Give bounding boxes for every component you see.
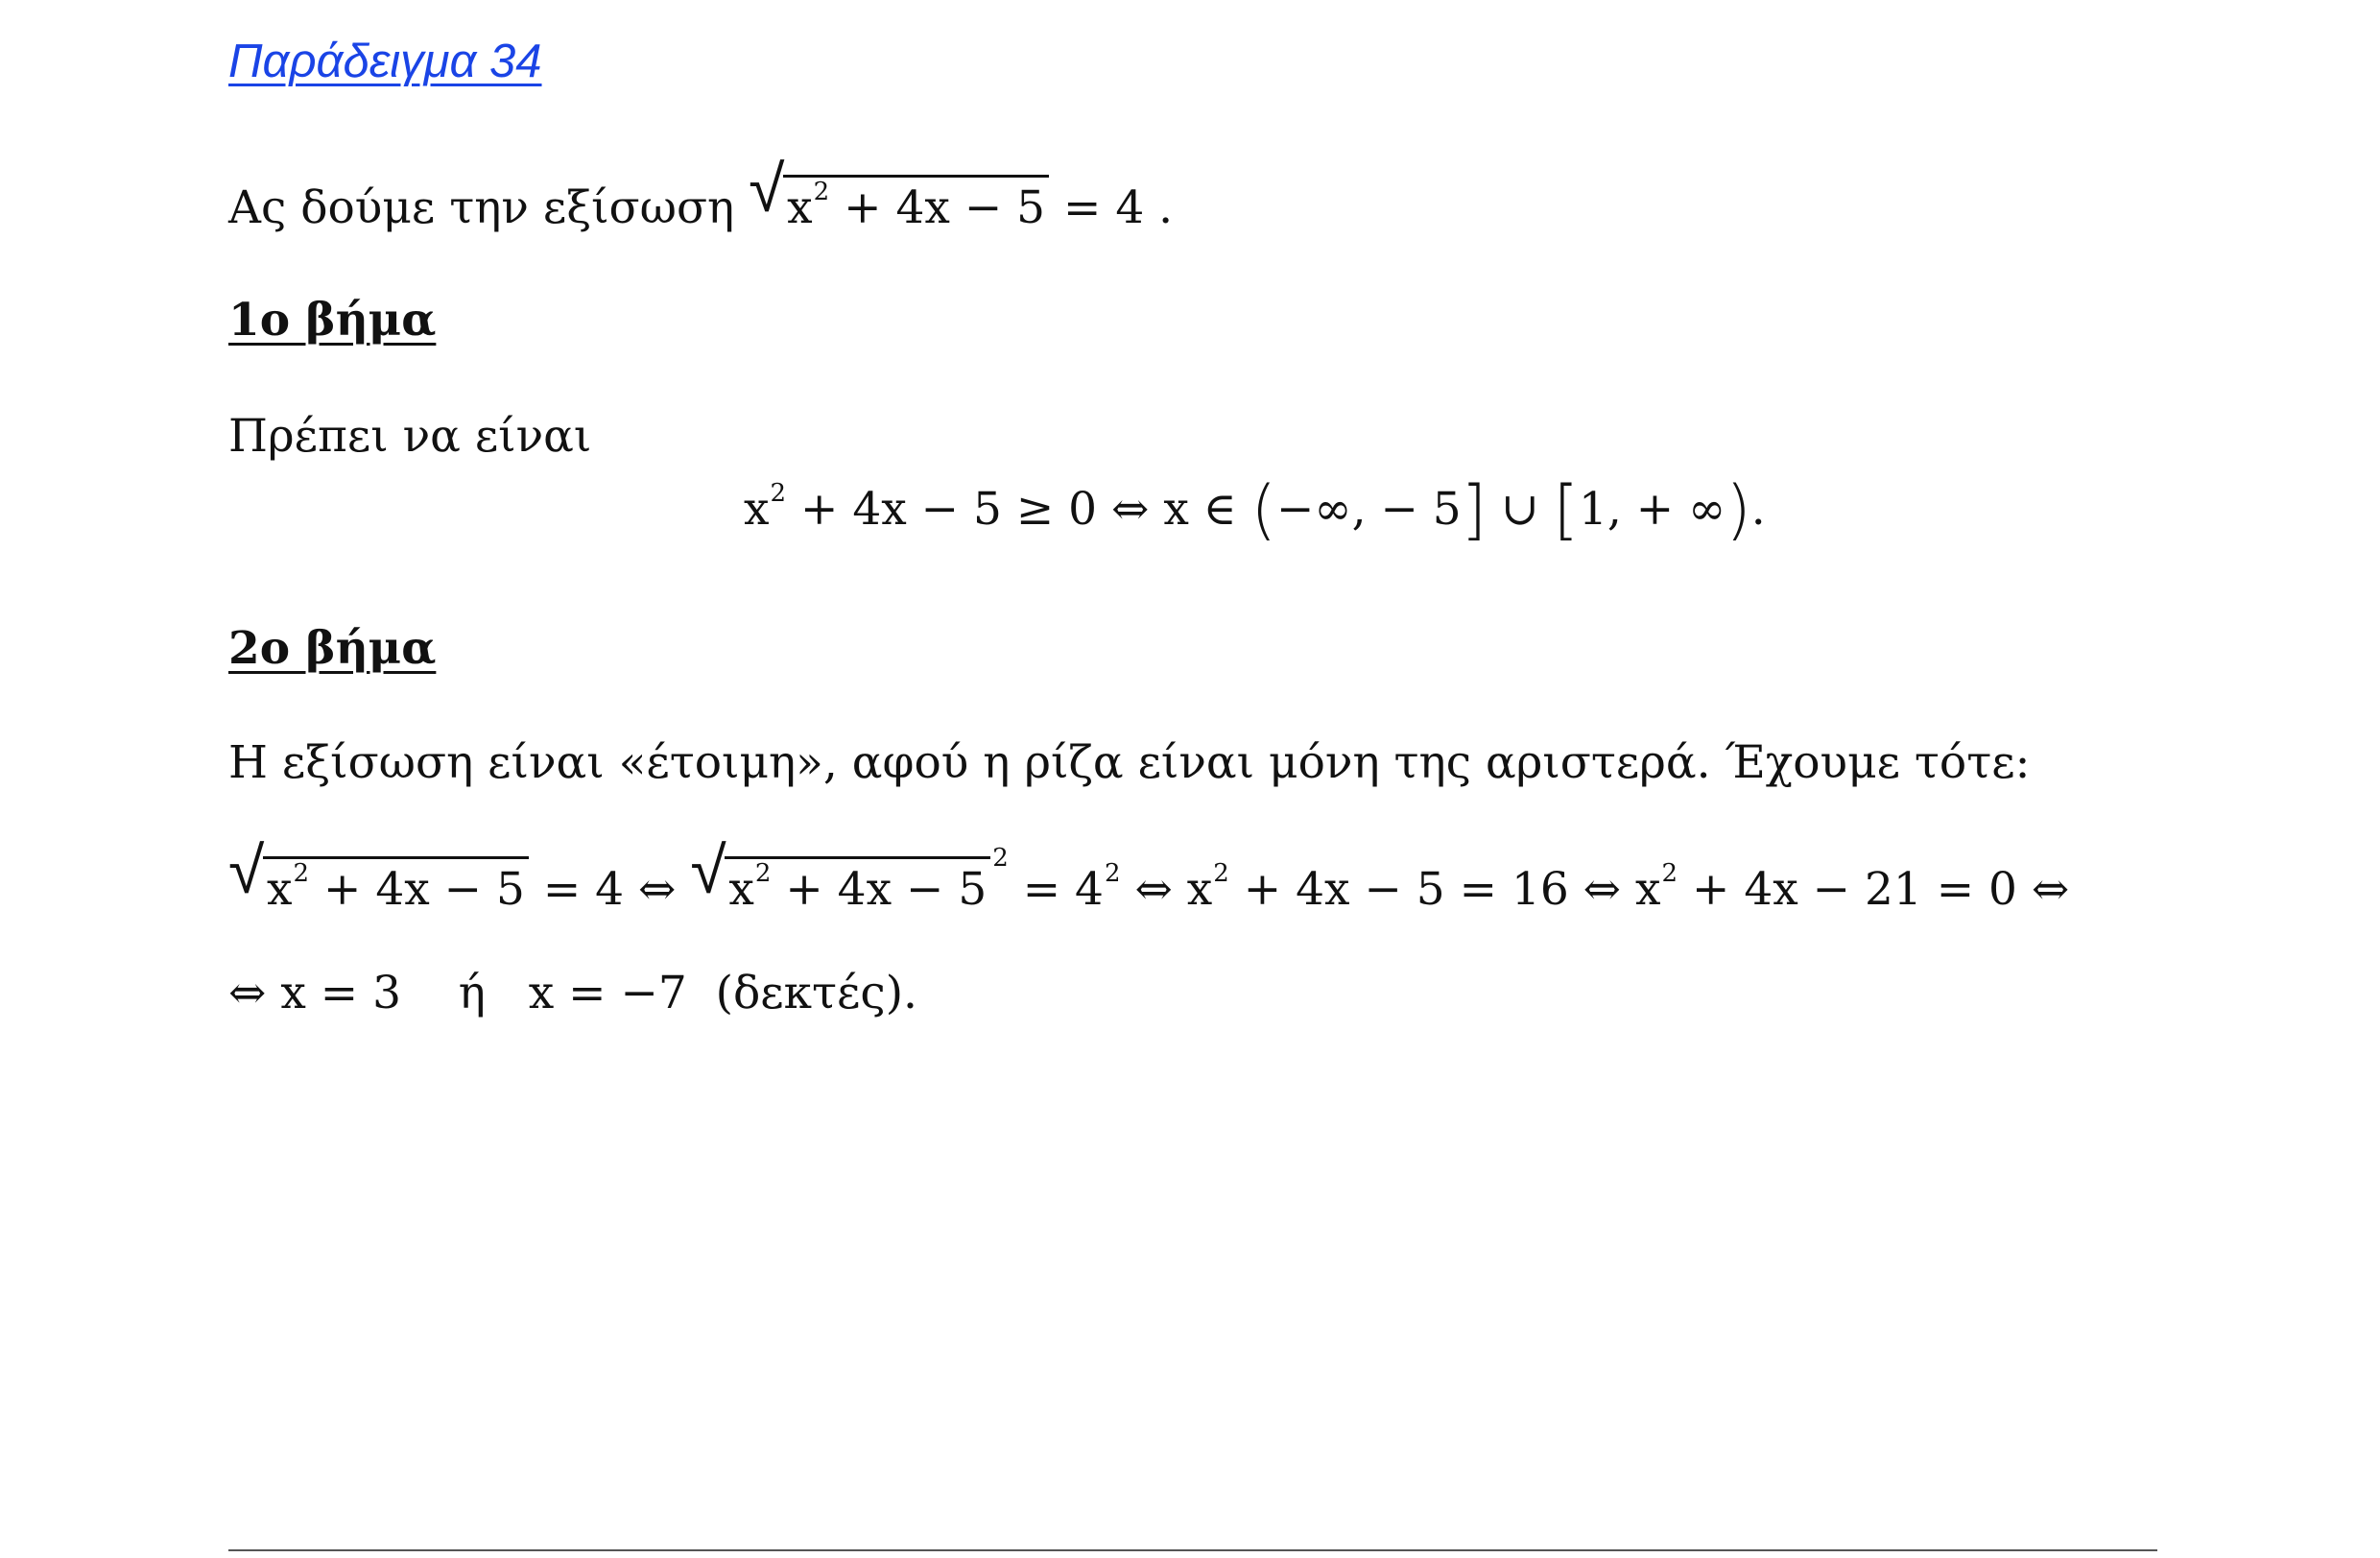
step2-text: Η εξίσωση είναι «έτοιμη», αφού η ρίζα είναι μόνη της αριστερά. Έχουμε τότε: <box>228 736 2031 789</box>
radical-sign: √ <box>228 833 265 909</box>
var-x: x <box>728 863 754 916</box>
radicand-2 <box>725 856 990 916</box>
radical-1 <box>228 833 529 916</box>
radicand-rest: + 4x − 5 <box>771 863 988 916</box>
step2-equation-line1 <box>228 833 2070 916</box>
paren-close: ) <box>1726 472 1751 548</box>
radical-2 <box>690 833 990 916</box>
example-title-link[interactable]: Παράδειγμα 34 <box>228 36 542 87</box>
paren-open: ( <box>1250 472 1277 548</box>
intro-text: Ας δούμε την εξίσωση <box>228 181 735 234</box>
exponent: 2 <box>1213 859 1229 888</box>
step1-text: Πρέπει να είναι <box>228 410 592 463</box>
var-x: x <box>787 181 813 234</box>
step1-inequality <box>744 472 1766 548</box>
radicand-rest: + 4x − 5 <box>309 863 525 916</box>
var-x: x <box>744 483 770 536</box>
bracket-close: ] <box>1461 472 1488 548</box>
interval2: 1, + ∞ <box>1579 483 1726 536</box>
radical-sign: √ <box>749 152 785 228</box>
step2-heading: 2ο βήμα <box>228 622 437 675</box>
union-symbol: ∪ <box>1487 483 1554 536</box>
exponent: 2 <box>754 859 772 888</box>
exponent: 2 <box>1104 859 1121 888</box>
var-x: x <box>267 863 293 916</box>
eq-part4: + 4x − 5 = 16 ⇔ x <box>1228 863 1661 916</box>
exponent: 2 <box>813 178 830 206</box>
radical-exponent: 2 <box>992 844 1009 873</box>
radicand-1 <box>263 856 529 916</box>
period: . <box>1750 483 1766 536</box>
step1-heading: 1ο βήμα <box>228 294 437 347</box>
eq-part3: ⇔ x <box>1120 863 1213 916</box>
radical-sign: √ <box>690 833 726 909</box>
exponent: 2 <box>770 479 787 508</box>
bracket-open: [ <box>1553 472 1579 548</box>
radicand-rest: + 4x − 5 <box>829 181 1046 234</box>
inequality-mid: + 4x − 5 ≥ 0 ⇔ x ∈ <box>786 483 1251 536</box>
exponent: 2 <box>293 859 310 888</box>
step2-equation-line2: ⇔ x = 3 ή x = −7 (δεκτές). <box>228 967 917 1019</box>
intro-radical <box>749 152 1049 234</box>
intro-radicand <box>783 175 1049 234</box>
intro-rhs: = 4 . <box>1049 181 1174 234</box>
eq-part5: + 4x − 21 = 0 ⇔ <box>1678 863 2070 916</box>
footer-divider <box>228 1549 2157 1551</box>
exponent: 2 <box>1661 859 1678 888</box>
interval1: −∞, − 5 <box>1276 483 1462 536</box>
eq-part2: = 4 <box>1008 863 1104 916</box>
eq-part1: = 4 ⇔ <box>528 863 691 916</box>
intro-line <box>228 152 1174 234</box>
